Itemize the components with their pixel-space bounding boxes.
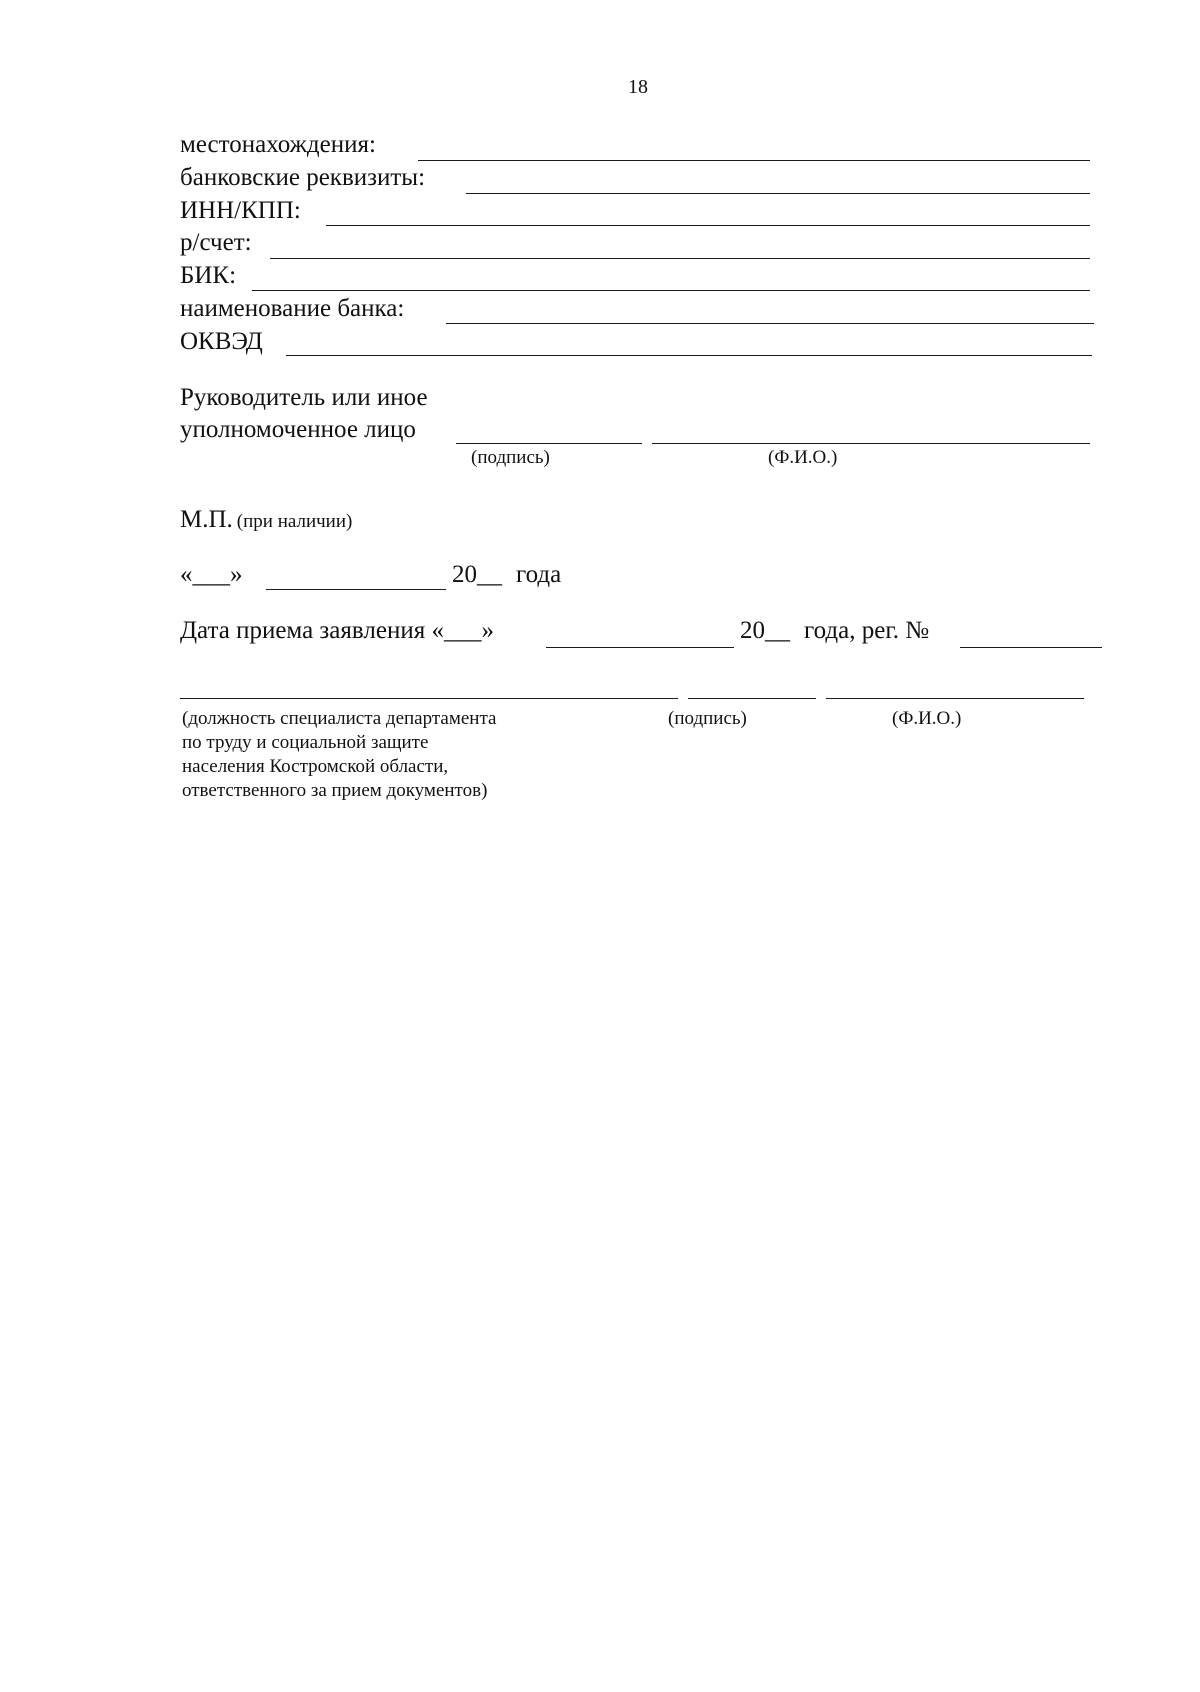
specialist-position-line[interactable] — [180, 698, 678, 699]
okved-field-line[interactable] — [286, 355, 1092, 356]
okved-label: ОКВЭД — [180, 328, 263, 355]
receipt-reg-label: года, рег. № — [804, 617, 930, 644]
specialist-caption-line3: населения Костромской области, — [182, 756, 449, 777]
account-field-line[interactable] — [270, 258, 1090, 259]
date-year-prefix: 20__ — [452, 561, 502, 588]
inn-kpp-label: ИНН/КПП: — [180, 197, 301, 224]
signatory-title-line2: уполномоченное лицо — [180, 416, 416, 443]
signatory-name-caption: (Ф.И.О.) — [768, 447, 838, 468]
date-month-line[interactable] — [266, 589, 446, 590]
location-label: местонахождения: — [180, 131, 376, 158]
signatory-signature-line[interactable] — [456, 443, 642, 444]
receipt-month-line[interactable] — [546, 647, 734, 648]
receipt-date-label: Дата приема заявления «___» — [180, 617, 494, 644]
date-year-suffix: года — [516, 561, 562, 588]
seal-label: М.П. — [180, 506, 233, 533]
inn-kpp-field-line[interactable] — [326, 225, 1090, 226]
page-number: 18 — [628, 76, 648, 98]
receipt-reg-number-line[interactable] — [960, 647, 1102, 648]
receipt-year: 20__ — [740, 617, 790, 644]
bik-field-line[interactable] — [252, 290, 1090, 291]
specialist-signature-caption: (подпись) — [668, 708, 747, 729]
specialist-caption-line2: по труду и социальной защите — [182, 732, 429, 753]
account-label: р/счет: — [180, 229, 252, 256]
bik-label: БИК: — [180, 262, 237, 289]
signatory-title-line1: Руководитель или иное — [180, 384, 428, 411]
specialist-signature-line[interactable] — [688, 698, 816, 699]
seal-note: (при наличии) — [236, 511, 353, 532]
bank-name-label: наименование банка: — [180, 295, 405, 322]
date-day-quotes: «___» — [180, 561, 243, 588]
specialist-name-line[interactable] — [826, 698, 1084, 699]
bank-details-field-line[interactable] — [466, 193, 1090, 194]
seal-line — [180, 505, 352, 535]
specialist-name-caption: (Ф.И.О.) — [892, 708, 962, 729]
signatory-signature-caption: (подпись) — [471, 447, 550, 468]
signatory-name-line[interactable] — [652, 443, 1090, 444]
bank-name-field-line[interactable] — [446, 323, 1094, 324]
location-field-line[interactable] — [418, 160, 1090, 161]
bank-details-label: банковские реквизиты: — [180, 164, 426, 191]
specialist-caption-line1: (должность специалиста департамента — [182, 708, 497, 729]
specialist-caption-line4: ответственного за прием документов) — [182, 780, 488, 801]
